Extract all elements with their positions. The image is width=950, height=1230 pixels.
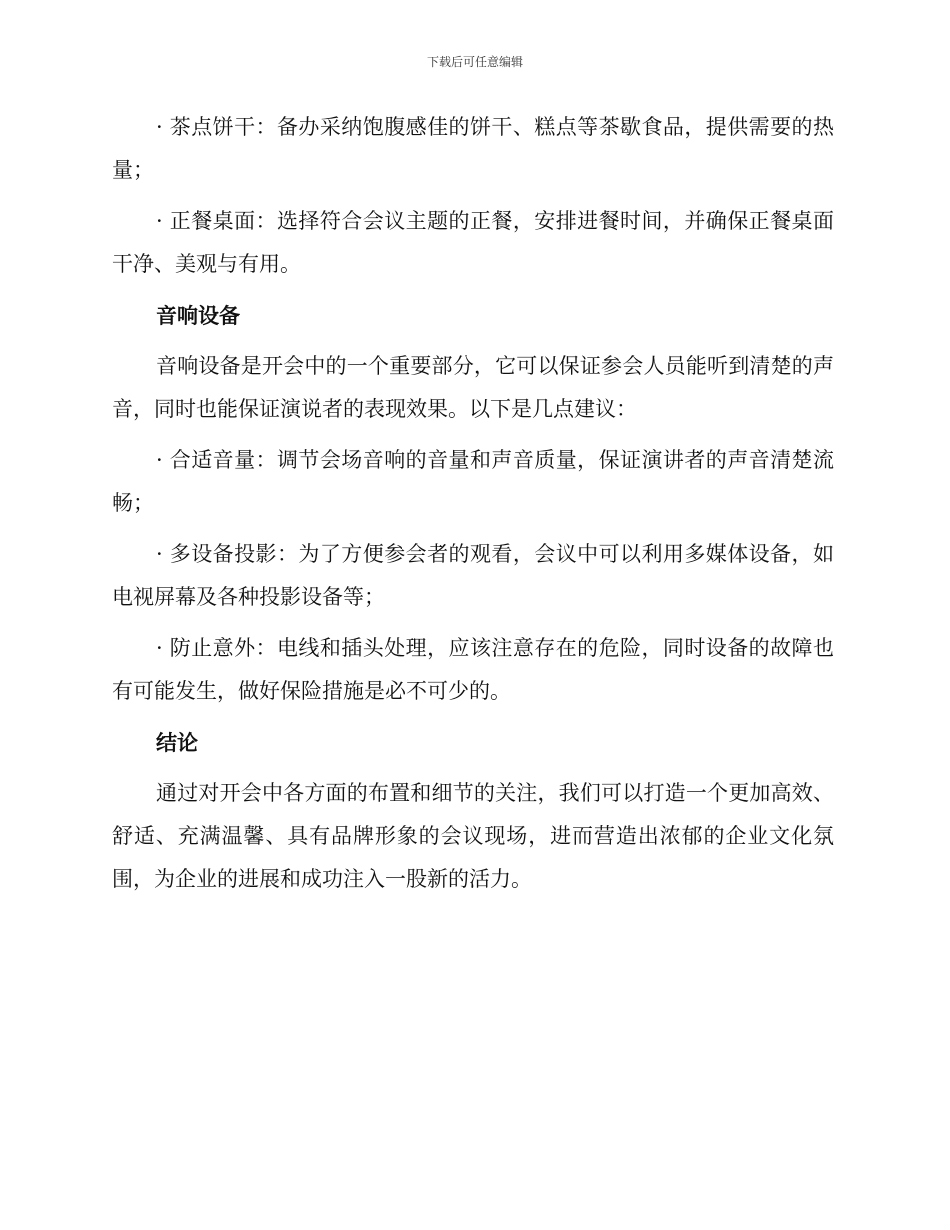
bullet-projection: · 多设备投影：为了方便参会者的观看，会议中可以利用多媒体设备，如电视屏幕及各种投影设备等； — [112, 542, 834, 609]
bullet-volume: · 合适音量：调节会场音响的音量和声音质量，保证演讲者的声音清楚流畅； — [112, 448, 834, 515]
paragraph-audio-intro: 音响设备是开会中的一个重要部分，它可以保证参会人员能听到清楚的声音，同时也能保证演说者的表现效果。以下是几点建议： — [112, 354, 834, 421]
paragraph-conclusion: 通过对开会中各方面的布置和细节的关注，我们可以打造一个更加高效、舒适、充满温馨、具有品牌形象的会议现场，进而营造出浓郁的企业文化氛围，为企业的进展和成功注入一股新的活力。 — [112, 781, 834, 891]
page-header: 下载后可任意编辑 — [426, 55, 523, 69]
bullet-accident-prevention: · 防止意外：电线和插头处理，应该注意存在的危险，同时设备的故障也有可能发生，做好保险措施是必不可少的。 — [112, 636, 834, 703]
bullet-main-meal: · 正餐桌面：选择符合会议主题的正餐，安排进餐时间，并确保正餐桌面干净、美观与有用。 — [112, 209, 834, 276]
section-heading-conclusion: 结论 — [156, 730, 198, 755]
bullet-snacks: · 茶点饼干：备办采纳饱腹感佳的饼干、糕点等茶歇食品，提供需要的热量； — [112, 115, 834, 182]
document-body — [112, 106, 834, 909]
section-heading-audio: 音响设备 — [156, 303, 240, 328]
